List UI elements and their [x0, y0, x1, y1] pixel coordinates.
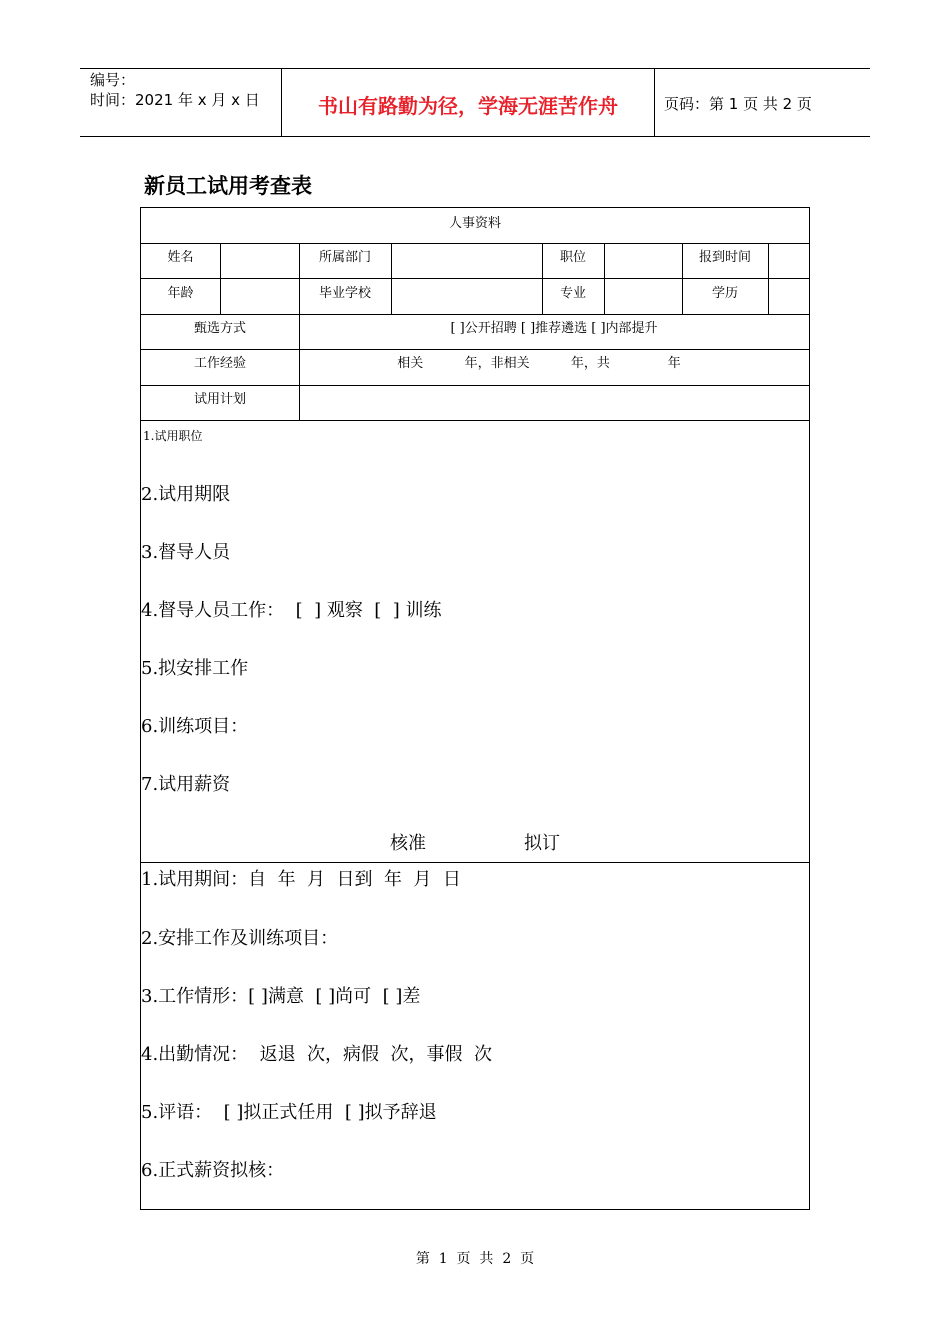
approve-label: 核准: [390, 833, 426, 854]
row-divider: [141, 243, 809, 244]
col-divider: [604, 243, 605, 314]
header-bottom-rule: [80, 136, 870, 137]
label-selection-method: 甄选方式: [193, 321, 246, 336]
label-work-experience: 工作经验: [193, 356, 246, 371]
label-department: 所属部门: [318, 250, 371, 265]
eval-item-formal-salary: 6.正式薪资拟核：: [141, 1160, 285, 1181]
page-footer: 第 1 页 共 2 页: [415, 1251, 535, 1267]
header-number-label: 编号：: [90, 71, 136, 89]
plan-item-training: 6.训练项目：: [141, 716, 249, 737]
plan-item-position: 1.试用职位: [143, 429, 203, 443]
col-divider: [220, 243, 221, 314]
label-age: 年龄: [167, 286, 194, 301]
label-education: 学历: [711, 286, 738, 301]
plan-item-supervisor: 3.督导人员: [141, 542, 231, 563]
header-page-label: 页码：第 1 页 共 2 页: [664, 95, 812, 113]
label-report-time: 报到时间: [698, 250, 751, 265]
header-motto: 书山有路勤为径，学海无涯苦作舟: [318, 94, 618, 118]
col-divider: [768, 243, 769, 314]
plan-item-supervisor-work: 4.督导人员工作： [ ] 观察 [ ] 训练: [141, 600, 442, 621]
header-time-label: 时间：2021 年 x 月 x 日: [90, 91, 260, 109]
work-experience-value: 相关 年，非相关 年，共 年: [397, 356, 681, 371]
row-divider: [141, 314, 809, 315]
header-divider: [654, 68, 655, 136]
selection-method-options: [ ]公开招聘 [ ]推荐遴选 [ ]内部提升: [450, 321, 658, 336]
plan-item-salary: 7.试用薪资: [141, 774, 231, 795]
row-divider: [141, 278, 809, 279]
label-major: 专业: [559, 286, 586, 301]
row-divider: [141, 862, 809, 863]
draft-label: 拟订: [524, 833, 560, 854]
eval-item-attendance: 4.出勤情况： 返退 次，病假 次，事假 次: [141, 1044, 492, 1065]
label-trial-plan: 试用计划: [193, 392, 246, 407]
eval-item-performance: 3.工作情形：[ ]满意 [ ]尚可 [ ]差: [141, 986, 421, 1007]
label-name: 姓名: [167, 250, 194, 265]
row-divider: [141, 385, 809, 386]
eval-item-comment: 5.评语： [ ]拟正式任用 [ ]拟予辞退: [141, 1102, 437, 1123]
header-top-rule: [80, 68, 870, 69]
row-divider: [141, 349, 809, 350]
plan-item-assigned-work: 5.拟安排工作: [141, 658, 249, 679]
row-divider: [141, 420, 809, 421]
trial-evaluation-form: [140, 207, 810, 1210]
label-position: 职位: [559, 250, 586, 265]
eval-item-work-training: 2.安排工作及训练项目：: [141, 928, 339, 949]
label-school: 毕业学校: [318, 286, 371, 301]
section-personnel-header: 人事资料: [448, 216, 501, 231]
form-title: 新员工试用考查表: [144, 173, 312, 198]
col-divider: [391, 243, 392, 314]
eval-item-period: 1.试用期间：自 年 月 日到 年 月 日: [141, 869, 461, 890]
plan-item-period: 2.试用期限: [141, 484, 231, 505]
